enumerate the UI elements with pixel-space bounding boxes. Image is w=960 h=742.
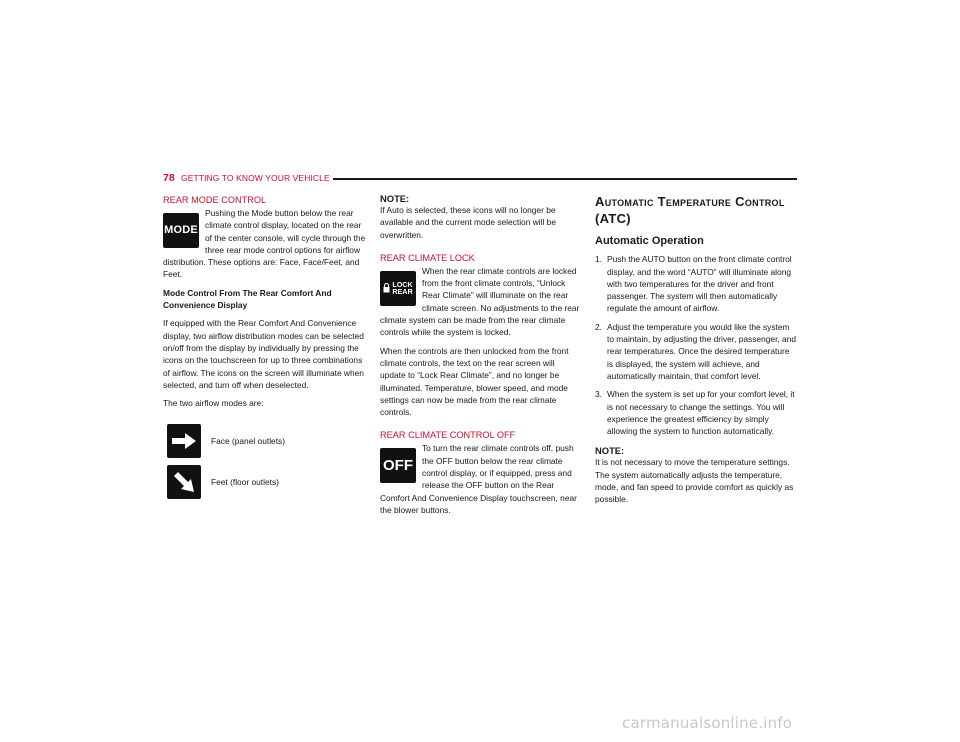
page-number: 78 bbox=[163, 172, 175, 184]
airflow-face-label: Face (panel outlets) bbox=[211, 435, 286, 446]
page-header bbox=[163, 172, 797, 186]
rear-climate-off-heading: REAR CLIMATE CONTROL OFF bbox=[380, 430, 516, 441]
unlock-paragraph: When the controls are then unlocked from the front climate controls, the text on the rear screen will update to “Lock Rear Climate”, and no longer be illuminated. Temperature, blower speed, and mode settings can now be made from the rear climate controls. bbox=[380, 345, 569, 418]
lock-icon-line2: REAR bbox=[392, 287, 413, 297]
mode-icon-label: MODE bbox=[164, 224, 198, 237]
off-paragraph: To turn the rear climate controls off, push the OFF button below the rear climate control display, or if equipped, press and release the OFF button on the Rear Comfort And Convenience Display touchscreen, near the blower buttons. bbox=[380, 443, 577, 515]
rear-climate-lock-heading: REAR CLIMATE LOCK bbox=[380, 252, 475, 263]
off-icon-label: OFF bbox=[383, 456, 413, 474]
airflow-modes-intro: The two airflow modes are: bbox=[163, 398, 264, 409]
watermark: carmanualsonline.info bbox=[622, 714, 793, 732]
rear-mode-intro: Pushing the Mode button below the rear climate control display, located on the rear of the center console, will cycle through the three rear mode control options for airflow distribution. These options are: Face, Face/Feet, and Feet. bbox=[163, 208, 366, 280]
atc-steps-list bbox=[595, 253, 797, 437]
airflow-mode-feet bbox=[167, 464, 367, 499]
mode-control-subheading: Mode Control From The Rear Comfort And Convenience Display bbox=[163, 287, 332, 311]
list-item: 3. When the system is set up for your comfort level, it is not necessary to change the settings. You will experience the greatest efficiency by simply allowing the system to function automatically. bbox=[595, 389, 795, 437]
column-middle bbox=[380, 193, 580, 522]
note-label: NOTE: bbox=[595, 445, 625, 457]
arrow-right-icon bbox=[167, 424, 201, 458]
chapter-title: GETTING TO KNOW YOUR VEHICLE bbox=[181, 173, 330, 183]
atc-heading: Automatic Temperature Control (ATC) bbox=[595, 194, 785, 226]
column-right bbox=[595, 193, 797, 512]
padlock-icon bbox=[383, 283, 390, 293]
list-item: 1. Push the AUTO button on the front climate control display, and the word “AUTO” will illuminate along with two temperatures for the driver and front passenger. The system will then automatically regulate the amount of airflow. bbox=[595, 254, 792, 314]
lock-rear-icon bbox=[380, 271, 416, 306]
mode-button-icon bbox=[163, 213, 199, 248]
note-text: If Auto is selected, these icons will no longer be available and the current mode selection will be overwritten. bbox=[380, 205, 556, 240]
note-label: NOTE: bbox=[380, 193, 410, 204]
lock-paragraph: When the rear climate controls are locked from the front climate controls, “Unlock Rear Climate” will illuminate on the rear climate screen. No adjustments to the rear climate system can be made from the rear climate controls while the system is locked. bbox=[380, 265, 580, 338]
automatic-operation-heading: Automatic Operation bbox=[595, 235, 704, 247]
lock-icon-line1: LOCK bbox=[392, 280, 413, 290]
airflow-feet-label: Feet (floor outlets) bbox=[211, 476, 279, 487]
mode-control-paragraph: If equipped with the Rear Comfort And Convenience display, two airflow distribution modes can be selected on/off from the display by individually by pressing the icons on the touchscreen for up to three combinations of airflow. The icons on the screen will illuminate when selected, and turn off when deselected. bbox=[163, 318, 364, 390]
column-left bbox=[163, 193, 367, 505]
airflow-mode-face bbox=[167, 423, 367, 458]
off-button-icon bbox=[380, 448, 416, 483]
arrow-down-right-icon bbox=[167, 465, 201, 499]
header-rule bbox=[333, 178, 797, 180]
note-text: It is not necessary to move the temperature settings. The system automatically adjusts the temperature, mode, and fan speed to provide comfort as quickly as possible. bbox=[595, 457, 794, 505]
rear-mode-control-heading: REAR MODE CONTROL bbox=[163, 195, 267, 205]
list-item: 2. Adjust the temperature you would like the system to maintain, by adjusting the driver, passenger, and rear temperatures. Once the desired temperature is displayed, the system will achieve, and automatically maintain, that comfort level. bbox=[595, 321, 797, 381]
